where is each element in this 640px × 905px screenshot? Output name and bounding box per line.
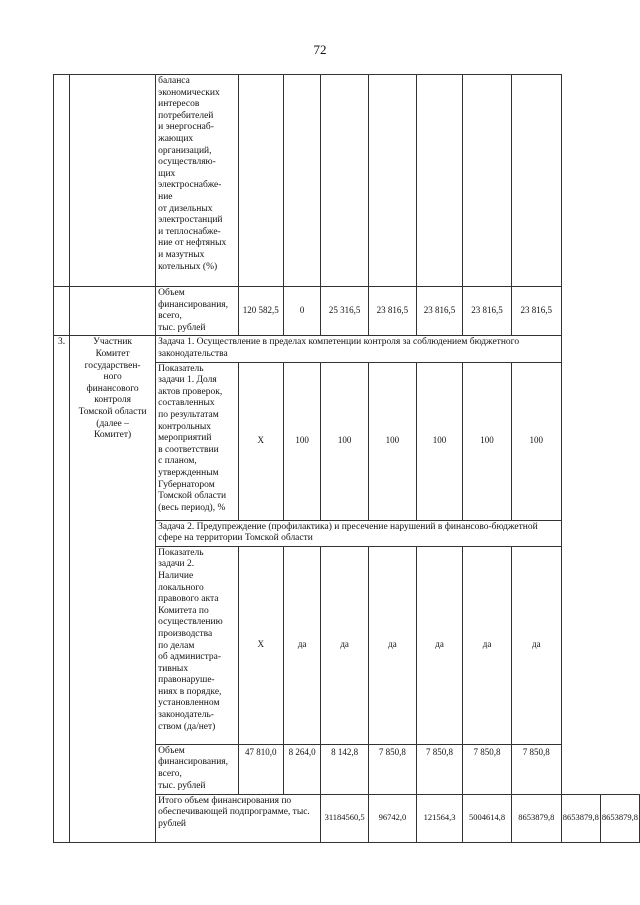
cell-empty — [54, 287, 70, 336]
total-value: 121564,3 — [416, 794, 462, 842]
cell-empty — [54, 75, 70, 287]
cell-empty — [283, 75, 320, 287]
indicator-label: баланса экономических интересов потребителей и энергоснаб- жающих организаций, осуществляю- щих электроснабже- ние от дизельных электростанций и теплоснабже- ние от нефтяных и мазутных котельных (%) — [156, 75, 238, 287]
indicator-2-value: да — [416, 546, 462, 744]
funding-value: 120 582,5 — [238, 287, 283, 336]
table-row — [54, 287, 640, 336]
indicator-1-value: 100 — [463, 362, 512, 520]
indicator-2-value: да — [321, 546, 369, 744]
total-value: 31184560,5 — [321, 794, 369, 842]
funding-value: 7 850,8 — [416, 744, 462, 794]
program-table — [53, 74, 640, 843]
total-value: 5004614,8 — [463, 794, 512, 842]
participant-label: Участник Комитет государствен- ного финансового контроля Томской области (далее – Комитет) — [70, 336, 156, 842]
cell-empty — [321, 75, 369, 287]
funding-value: 0 — [283, 287, 320, 336]
table-row — [54, 336, 640, 362]
total-value: 96742,0 — [369, 794, 417, 842]
cell-empty — [511, 75, 561, 287]
funding-value: 23 816,5 — [416, 287, 462, 336]
funding-value: 7 850,8 — [369, 744, 417, 794]
funding-value: 8 142,8 — [321, 744, 369, 794]
task-1-title: Задача 1. Осуществление в пределах компетенции контроля за соблюдением бюджетного законодательства — [156, 336, 562, 362]
indicator-2-value: да — [463, 546, 512, 744]
task-2-title: Задача 2. Предупреждение (профилактика) и пресечение нарушений в финансово-бюджетной сфере на территории Томской области — [156, 520, 562, 546]
indicator-1-label: Показатель задачи 1. Доля актов проверок, составленных по результатам контрольных мероприятий в соответствии с планом, утвержденным Губернатором Томской области (весь период), % — [156, 362, 238, 520]
funding-value: 23 816,5 — [369, 287, 417, 336]
indicator-2-value: да — [511, 546, 561, 744]
funding-label: Объем финансирования, всего, тыс. рублей — [156, 744, 238, 794]
funding-value: 23 816,5 — [463, 287, 512, 336]
total-value: 8653879,8 — [600, 794, 639, 842]
indicator-1-value: Х — [238, 362, 283, 520]
indicator-1-value: 100 — [321, 362, 369, 520]
indicator-2-value: Х — [238, 546, 283, 744]
total-value: 8653879,8 — [511, 794, 561, 842]
cell-empty — [238, 75, 283, 287]
indicator-1-value: 100 — [416, 362, 462, 520]
section-number: 3. — [54, 336, 70, 842]
funding-value: 25 316,5 — [321, 287, 369, 336]
funding-value: 8 264,0 — [283, 744, 320, 794]
page-number: 72 — [313, 42, 327, 57]
cell-empty — [369, 75, 417, 287]
indicator-1-value: 100 — [369, 362, 417, 520]
cell-empty — [70, 75, 156, 287]
funding-value: 7 850,8 — [511, 744, 561, 794]
total-label: Итого объем финансирования по обеспечивающей подпрограмме, тыс. рублей — [156, 794, 321, 842]
funding-value: 23 816,5 — [511, 287, 561, 336]
indicator-1-value: 100 — [511, 362, 561, 520]
total-value: 8653879,8 — [561, 794, 600, 842]
indicator-2-value: да — [369, 546, 417, 744]
cell-empty — [70, 287, 156, 336]
table-row — [54, 75, 640, 287]
funding-value: 7 850,8 — [463, 744, 512, 794]
funding-label: Объем финансирования, всего, тыс. рублей — [156, 287, 238, 336]
indicator-1-value: 100 — [283, 362, 320, 520]
indicator-2-label: Показатель задачи 2. Наличие локального правового акта Комитета по осуществлению производства по делам об администра- тивных правонаруше- ниях в порядке, установленном законодатель- ством (да/нет) — [156, 546, 238, 744]
funding-value: 47 810,0 — [238, 744, 283, 794]
cell-empty — [416, 75, 462, 287]
indicator-2-value: да — [283, 546, 320, 744]
cell-empty — [463, 75, 512, 287]
